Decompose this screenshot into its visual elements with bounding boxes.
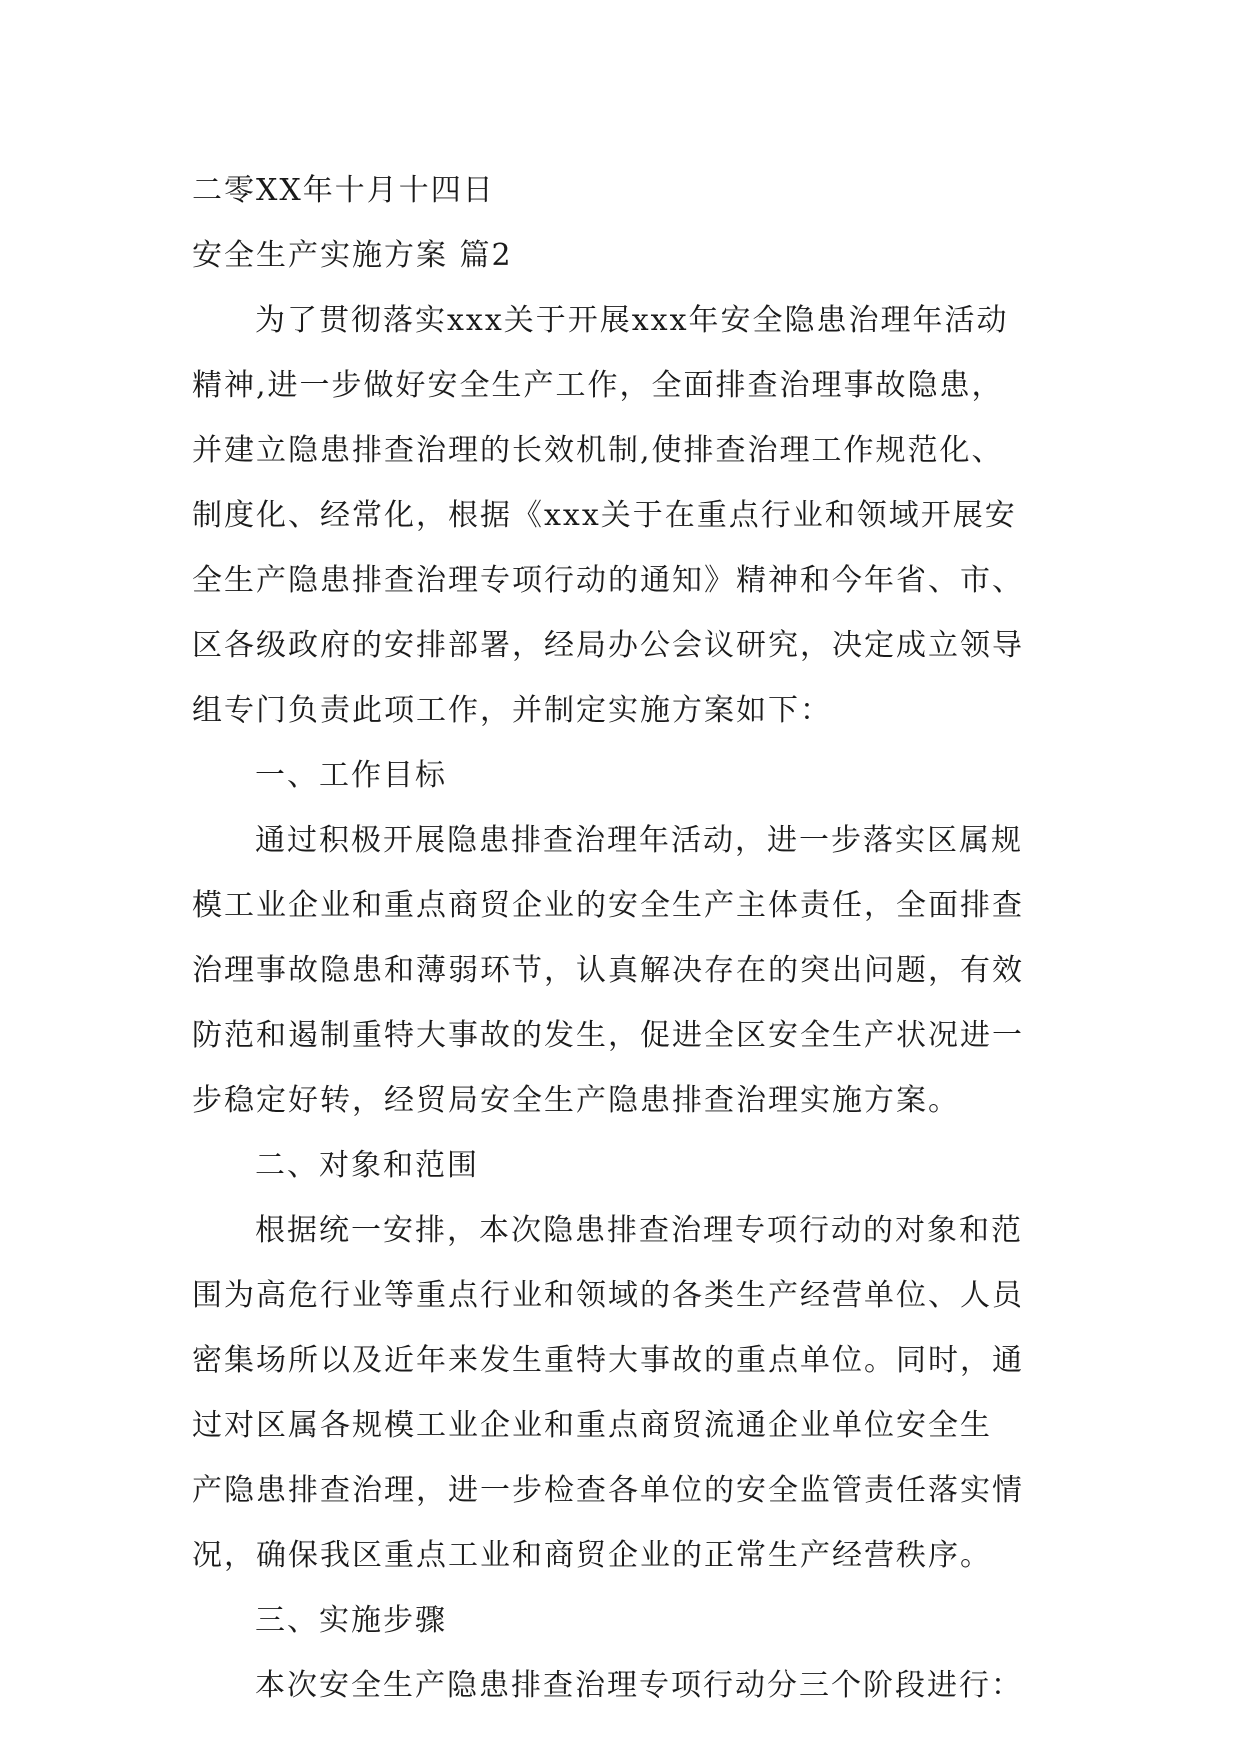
paragraph-line: 组专门负责此项工作，并制定实施方案如下： <box>192 693 832 728</box>
paragraph-line: 全生产隐患排查治理专项行动的通知》精神和今年省、市、 <box>192 563 1024 598</box>
paragraph-line: 区各级政府的安排部署，经局办公会议研究，决定成立领导 <box>192 628 1024 663</box>
paragraph-line: 根据统一安排，本次隐患排查治理专项行动的对象和范 <box>255 1213 1023 1248</box>
heading-steps: 三、实施步骤 <box>255 1603 447 1638</box>
paragraph-line: 通过积极开展隐患排查治理年活动，进一步落实区属规 <box>255 823 1023 858</box>
heading-scope: 二、对象和范围 <box>255 1148 479 1183</box>
paragraph-line: 况，确保我区重点工业和商贸企业的正常生产经营秩序。 <box>192 1538 992 1573</box>
paragraph-line: 为了贯彻落实xxx关于开展xxx年安全隐患治理年活动 <box>255 303 1009 338</box>
document-title: 安全生产实施方案 篇2 <box>192 238 513 273</box>
heading-work-goal: 一、工作目标 <box>255 758 447 793</box>
document-body <box>192 158 1072 1718</box>
paragraph-line: 密集场所以及近年来发生重特大事故的重点单位。同时，通 <box>192 1343 1024 1378</box>
steps-paragraph <box>192 1653 1072 1718</box>
paragraph-line: 围为高危行业等重点行业和领域的各类生产经营单位、人员 <box>192 1278 1024 1313</box>
paragraph-line: 过对区属各规模工业企业和重点商贸流通企业单位安全生 <box>192 1408 992 1443</box>
paragraph-line: 治理事故隐患和薄弱环节，认真解决存在的突出问题，有效 <box>192 953 1024 988</box>
paragraph-line: 本次安全生产隐患排查治理专项行动分三个阶段进行： <box>255 1668 1023 1703</box>
paragraph-line: 并建立隐患排查治理的长效机制,使排查治理工作规范化、 <box>192 433 1004 468</box>
paragraph-line: 精神,进一步做好安全生产工作，全面排查治理事故隐患， <box>192 368 1004 403</box>
paragraph-line: 步稳定好转，经贸局安全生产隐患排查治理实施方案。 <box>192 1083 960 1118</box>
paragraph-line: 防范和遏制重特大事故的发生，促进全区安全生产状况进一 <box>192 1018 1024 1053</box>
paragraph-line: 制度化、经常化，根据《xxx关于在重点行业和领域开展安 <box>192 498 1017 533</box>
intro-paragraph <box>192 288 1072 743</box>
paragraph-line: 产隐患排查治理，进一步检查各单位的安全监管责任落实情 <box>192 1473 1024 1508</box>
paragraph-line: 模工业企业和重点商贸企业的安全生产主体责任，全面排查 <box>192 888 1024 923</box>
scope-paragraph <box>192 1198 1072 1588</box>
document-date: 二零XX年十月十四日 <box>192 173 495 208</box>
work-goal-paragraph <box>192 808 1072 1133</box>
